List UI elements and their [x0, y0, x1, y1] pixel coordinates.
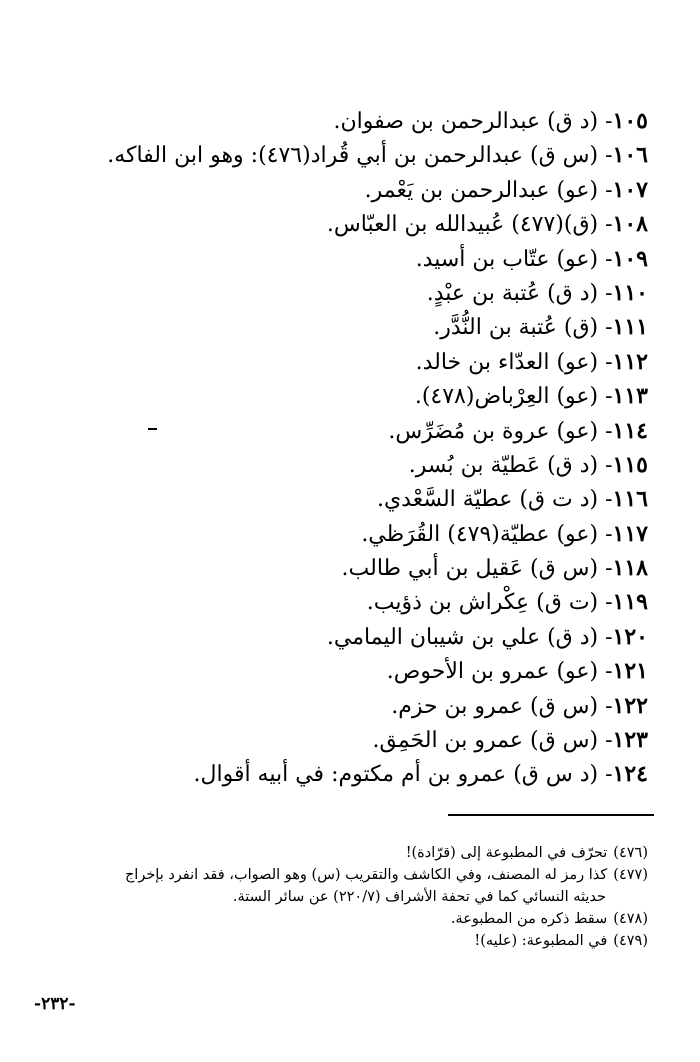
entry-number: ١٢٤: [612, 761, 648, 788]
entry-number: ١٢٢: [612, 692, 648, 719]
footnote-number: (٤٧٧): [613, 867, 648, 883]
entry-list: [38, 104, 648, 792]
footnote-divider: [448, 814, 654, 816]
entry-number: ١٠٧: [612, 176, 648, 203]
footnote-text: كذا رمز له المصنف، وفي الكاشف والتقريب (س) وهو الصواب، فقد انفرد بإخراج: [124, 867, 608, 883]
entry-text: (عو) عتّاب بن أسيد.: [415, 246, 599, 272]
entry-number: ١١٩: [612, 589, 648, 616]
footnote-text: تحرّف في المطبوعة إلى (قرّادة)!: [405, 845, 608, 861]
entry-number: ١١٣: [612, 383, 648, 410]
list-item: ١١٧- (عو) عطيّة(٤٧٩) القُرَظي.: [361, 520, 648, 547]
entry-text: (د س ق) عمرو بن أم مكتوم: في أبيه أقوال.: [193, 762, 599, 788]
entry-text: (ق)(٤٧٧) عُبيدالله بن العبّاس.: [326, 212, 599, 238]
list-item: ١١٨- (س ق) عَقيل بن أبي طالب.: [341, 555, 648, 582]
list-item: ١١٢- (عو) العدّاء بن خالد.: [415, 348, 648, 375]
entry-text: (عو) عروة بن مُضَرِّس.: [388, 418, 599, 444]
entry-number: ١١٨: [612, 555, 648, 582]
entry-text: (ت ق) عِكْراش بن ذؤيب.: [366, 590, 599, 616]
entry-text: (عو) العِرْباض(٤٧٨).: [414, 384, 599, 410]
list-item: ١٢٣- (س ق) عمرو بن الحَمِق.: [372, 727, 648, 754]
entry-number: ١٠٥: [612, 108, 648, 134]
entry-number: ١١١: [612, 314, 648, 341]
stray-ink-mark: [148, 428, 157, 430]
entry-text: (عو) عبدالرحمن بن يَعْمر.: [364, 177, 599, 203]
list-item: ١٠٧- (عو) عبدالرحمن بن يَعْمر.: [364, 176, 648, 203]
entry-text: (د ق) عَطيّة بن بُسر.: [408, 452, 599, 478]
entry-text: (س ق) عمرو بن الحَمِق.: [372, 728, 599, 754]
footnote: [48, 842, 648, 864]
entry-text: (د ق) عبدالرحمن بن صفوان.: [333, 109, 599, 134]
page-number: -٢٣٢-: [34, 994, 76, 1014]
footnote: [48, 908, 648, 930]
entry-number: ١١٧: [612, 520, 648, 547]
list-item: ١٠٥- (د ق) عبدالرحمن بن صفوان.: [333, 108, 648, 134]
entry-number: ١١٤: [612, 417, 648, 444]
entry-number: ١١٥: [612, 451, 648, 478]
entry-text: (ق) عُتبة بن النُّدَّر.: [433, 315, 599, 341]
entry-number: ١٠٦: [612, 142, 648, 169]
footnote-number: (٤٧٩): [613, 933, 648, 949]
entry-text: (عو) عمرو بن الأحوص.: [386, 659, 599, 685]
entry-text: (د ت ق) عطيّة السَّعْدي.: [376, 487, 599, 513]
entry-number: ١٠٨: [612, 211, 648, 238]
entry-text: (عو) عطيّة(٤٧٩) القُرَظي.: [361, 521, 599, 547]
list-item: ١٢٠- (د ق) علي بن شيبان اليمامي.: [326, 623, 648, 650]
entry-number: ١٢١: [612, 658, 648, 685]
footnote: [48, 930, 648, 952]
list-item: ١١٩- (ت ق) عِكْراش بن ذؤيب.: [366, 589, 648, 616]
list-item: ١٢١- (عو) عمرو بن الأحوص.: [386, 658, 648, 685]
list-item: ١١١- (ق) عُتبة بن النُّدَّر.: [433, 314, 648, 341]
entry-number: ١٢٣: [612, 727, 648, 754]
footnote-number: (٤٧٦): [613, 845, 648, 861]
footnote-text: في المطبوعة: (عليه)!: [474, 933, 608, 949]
entry-number: ١٠٩: [612, 245, 648, 272]
list-item: ١٠٦- (س ق) عبدالرحمن بن أبي قُراد(٤٧٦): وهو ابن الفاكه.: [107, 142, 648, 169]
footnote-number: (٤٧٨): [613, 911, 648, 927]
list-item: ١١٥- (د ق) عَطيّة بن بُسر.: [408, 451, 648, 478]
footnote-text: سقط ذكره من المطبوعة.: [450, 911, 608, 927]
list-item: ١١٣- (عو) العِرْباض(٤٧٨).: [414, 383, 648, 410]
entry-text: (د ق) علي بن شيبان اليمامي.: [326, 624, 599, 650]
entry-number: ١١٢: [612, 348, 648, 375]
list-item: ١١٠- (د ق) عُتبة بن عبْدٍ.: [426, 279, 648, 306]
entry-number: ١١٦: [612, 486, 648, 513]
list-item: ١٠٩- (عو) عتّاب بن أسيد.: [415, 245, 648, 272]
list-item: ١١٤- (عو) عروة بن مُضَرِّس.: [388, 417, 648, 444]
list-item: ١٢٤- (د س ق) عمرو بن أم مكتوم: في أبيه أقوال.: [193, 761, 648, 788]
entry-text: (س ق) عبدالرحمن بن أبي قُراد(٤٧٦): وهو ابن الفاكه.: [107, 143, 599, 169]
entry-number: ١٢٠: [612, 623, 648, 650]
footnote-continuation: [48, 886, 648, 908]
footnote-text: حديثه النسائي كما في تحفة الأشراف (٢٢٠/٧) عن سائر الستة.: [232, 889, 606, 905]
list-item: ١١٦- (د ت ق) عطيّة السَّعْدي.: [376, 486, 648, 513]
footnote: [48, 864, 648, 886]
footnotes: [48, 842, 648, 952]
list-item: ١٢٢- (س ق) عمرو بن حزم.: [391, 692, 648, 719]
entry-text: (عو) العدّاء بن خالد.: [415, 349, 599, 375]
entry-text: (د ق) عُتبة بن عبْدٍ.: [426, 280, 599, 306]
entry-number: ١١٠: [612, 279, 648, 306]
entry-text: (س ق) عَقيل بن أبي طالب.: [341, 556, 599, 582]
list-item: ١٠٨- (ق)(٤٧٧) عُبيدالله بن العبّاس.: [326, 211, 648, 238]
entry-text: (س ق) عمرو بن حزم.: [391, 693, 599, 719]
